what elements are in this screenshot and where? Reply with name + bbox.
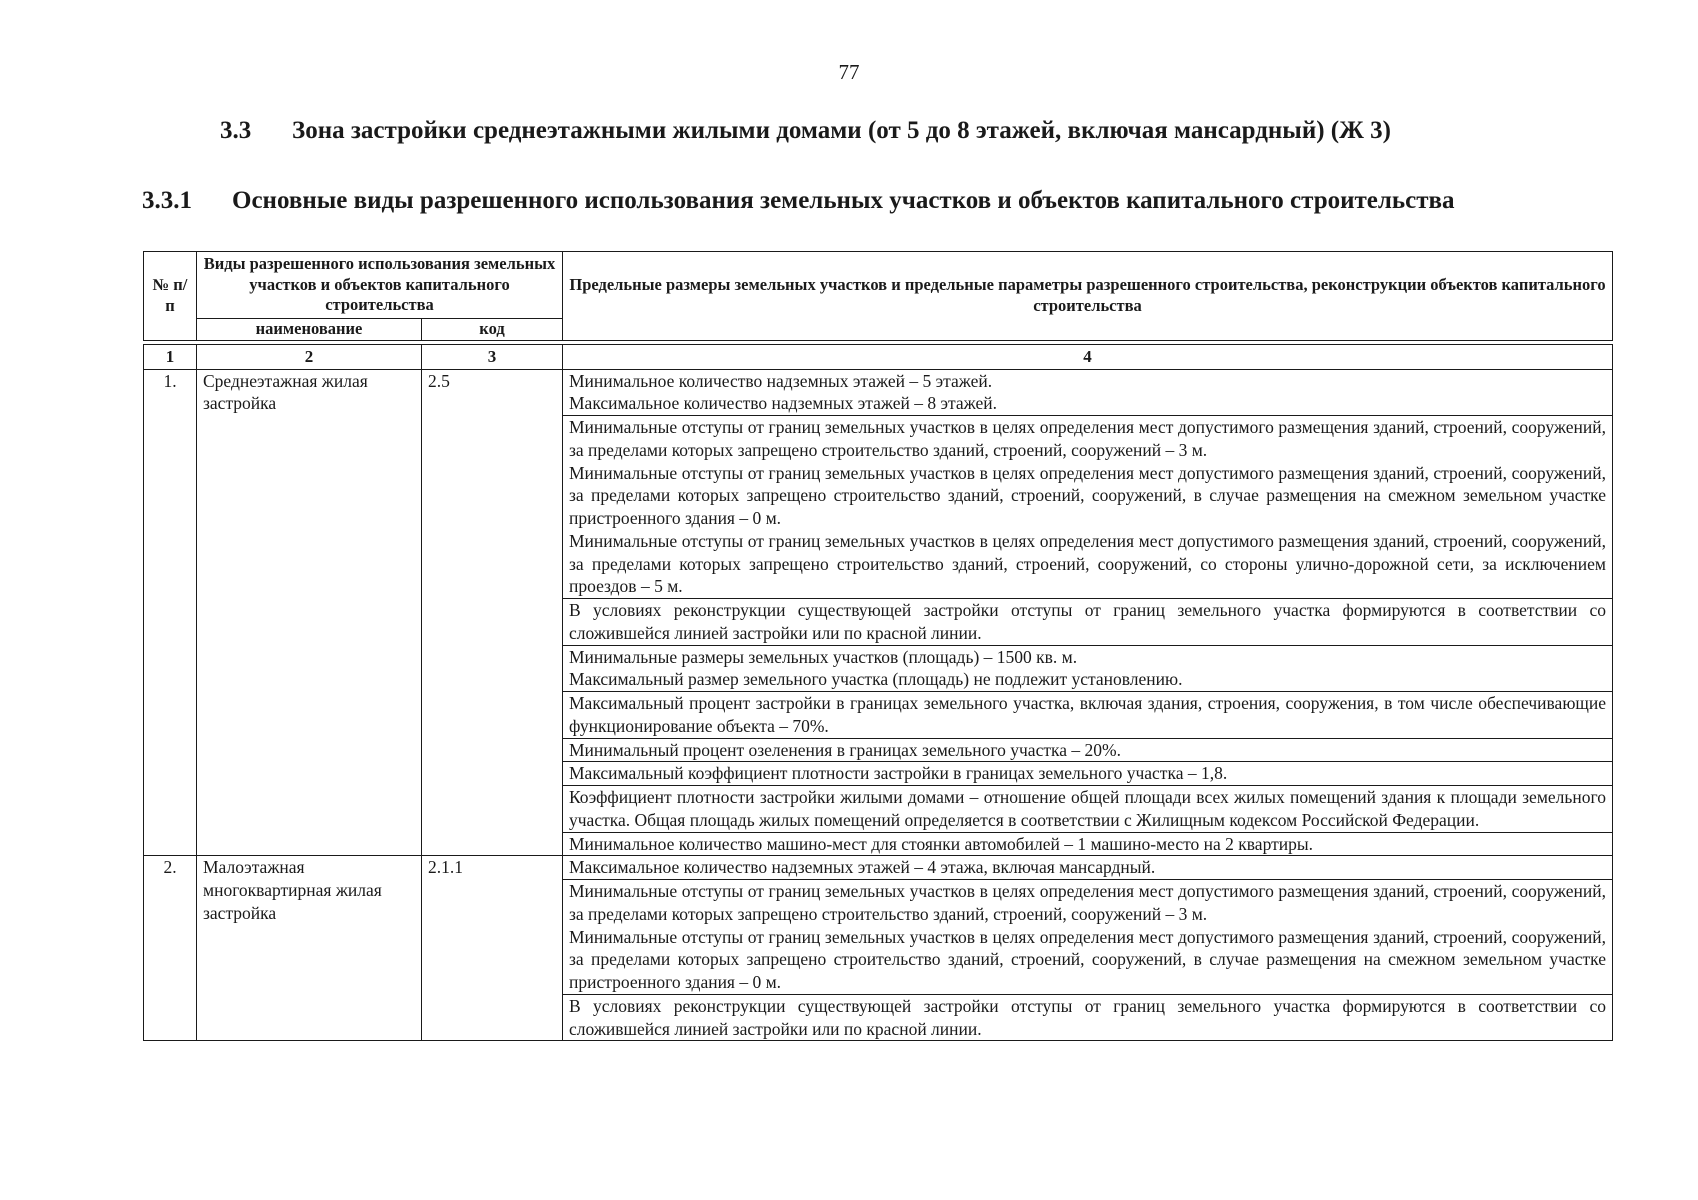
param-text: Коэффициент плотности застройки жилыми домами – отношение общей площади всех жилых помещений здания к площади земельного участка. Общая площадь жилых помещений определяется в соответствии с Жилищным кодексом Российской Федерации. — [569, 787, 1606, 830]
column-number: 1 — [144, 344, 197, 369]
param-cell — [563, 786, 1613, 833]
param-text: Максимальный процент застройки в границах земельного участка, включая здания, строения, сооружения, в том числе обеспечивающие функционирование объекта – 70%. — [569, 693, 1606, 736]
column-number-row — [144, 344, 1613, 369]
param-text: Минимальное количество машино-мест для стоянки автомобилей – 1 машино-место на 2 квартиры. — [569, 833, 1313, 854]
param-text: Минимальные отступы от границ земельных участков в целях определения мест допустимого размещения зданий, строений, сооружений, за пределами которых запрещено строительство зданий, строений, сооружений – 3 м. — [569, 417, 1606, 460]
param-text: Минимальный процент озеленения в границах земельного участка – 20%. — [569, 739, 1121, 760]
use-code: 2.5 — [422, 369, 563, 856]
section-number: 3.3 — [220, 117, 252, 144]
row-index: 2. — [144, 856, 197, 1041]
param-text: Максимальное количество надземных этажей – 8 этажей. — [569, 393, 998, 414]
section-heading — [220, 117, 1391, 145]
param-text: Минимальное количество надземных этажей – 5 этажей. — [569, 370, 993, 391]
param-cell — [563, 738, 1613, 762]
column-number: 3 — [422, 344, 563, 369]
param-cell — [563, 369, 1613, 416]
subsection-number: 3.3.1 — [142, 187, 192, 214]
table-row — [144, 856, 1613, 880]
param-cell — [563, 692, 1613, 739]
zoning-table — [143, 251, 1613, 1041]
param-cell — [563, 599, 1613, 646]
header-name: наименование — [197, 319, 422, 341]
param-text: Максимальный коэффициент плотности застройки в границах земельного участка – 1,8. — [569, 763, 1228, 784]
header-num: № п/п — [144, 252, 197, 341]
use-name: Среднеэтажная жилая застройка — [197, 369, 422, 856]
header-kinds: Виды разрешенного использования земельных участков и объектов капитального строительства — [197, 252, 563, 319]
row-index: 1. — [144, 369, 197, 856]
param-cell — [563, 832, 1613, 856]
page-number: 77 — [838, 60, 860, 84]
param-text: Максимальный размер земельного участка (площадь) не подлежит установлению. — [569, 669, 1183, 690]
section-title: Зона застройки среднеэтажными жилыми домами (от 5 до 8 этажей, включая мансардный) (Ж 3) — [292, 117, 1391, 144]
use-name: Малоэтажная многоквартирная жилая застройка — [197, 856, 422, 1041]
param-cell — [563, 856, 1613, 880]
table-row — [144, 369, 1613, 416]
header-code: код — [422, 319, 563, 341]
param-cell — [563, 762, 1613, 786]
param-text: В условиях реконструкции существующей застройки отступы от границ земельного участка формируются в соответствии со сложившейся линией застройки или по красной линии. — [569, 995, 1606, 1039]
table-header-row — [144, 252, 1613, 319]
param-cell — [563, 880, 1613, 995]
param-cell — [563, 416, 1613, 599]
subsection-heading — [142, 187, 1455, 215]
use-code: 2.1.1 — [422, 856, 563, 1041]
param-text: В условиях реконструкции существующей застройки отступы от границ земельного участка формируются в соответствии со сложившейся линией застройки или по красной линии. — [569, 600, 1606, 643]
param-text: Минимальные отступы от границ земельных участков в целях определения мест допустимого размещения зданий, строений, сооружений, за пределами которых запрещено строительство зданий, строений, сооружений – 3 м. — [569, 881, 1606, 924]
param-cell — [563, 994, 1613, 1041]
param-text: Максимальное количество надземных этажей – 4 этажа, включая мансардный. — [569, 857, 1156, 878]
column-number: 2 — [197, 344, 422, 369]
header-params: Предельные размеры земельных участков и предельные параметры разрешенного строительства, реконструкции объектов капитального строительства — [563, 252, 1613, 341]
subsection-title: Основные виды разрешенного использования земельных участков и объектов капитального строительства — [232, 187, 1455, 214]
param-text: Минимальные отступы от границ земельных участков в целях определения мест допустимого размещения зданий, строений, сооружений, за пределами которых запрещено строительство зданий, строений, сооружений, в случае размещения на смежном земельном участке пристроенного здания – 0 м. — [569, 462, 1606, 529]
param-cell — [563, 645, 1613, 692]
param-text: Минимальные отступы от границ земельных участков в целях определения мест допустимого размещения зданий, строений, сооружений, за пределами которых запрещено строительство зданий, строений, сооружений, в случае размещения на смежном земельном участке пристроенного здания – 0 м. — [569, 926, 1606, 993]
column-number: 4 — [563, 344, 1613, 369]
param-text: Минимальные отступы от границ земельных участков в целях определения мест допустимого размещения зданий, строений, сооружений, за пределами которых запрещено строительство зданий, строений, сооружений, со стороны улично-дорожной сети, за исключением проездов – 5 м. — [569, 530, 1606, 597]
param-text: Минимальные размеры земельных участков (площадь) – 1500 кв. м. — [569, 646, 1078, 667]
